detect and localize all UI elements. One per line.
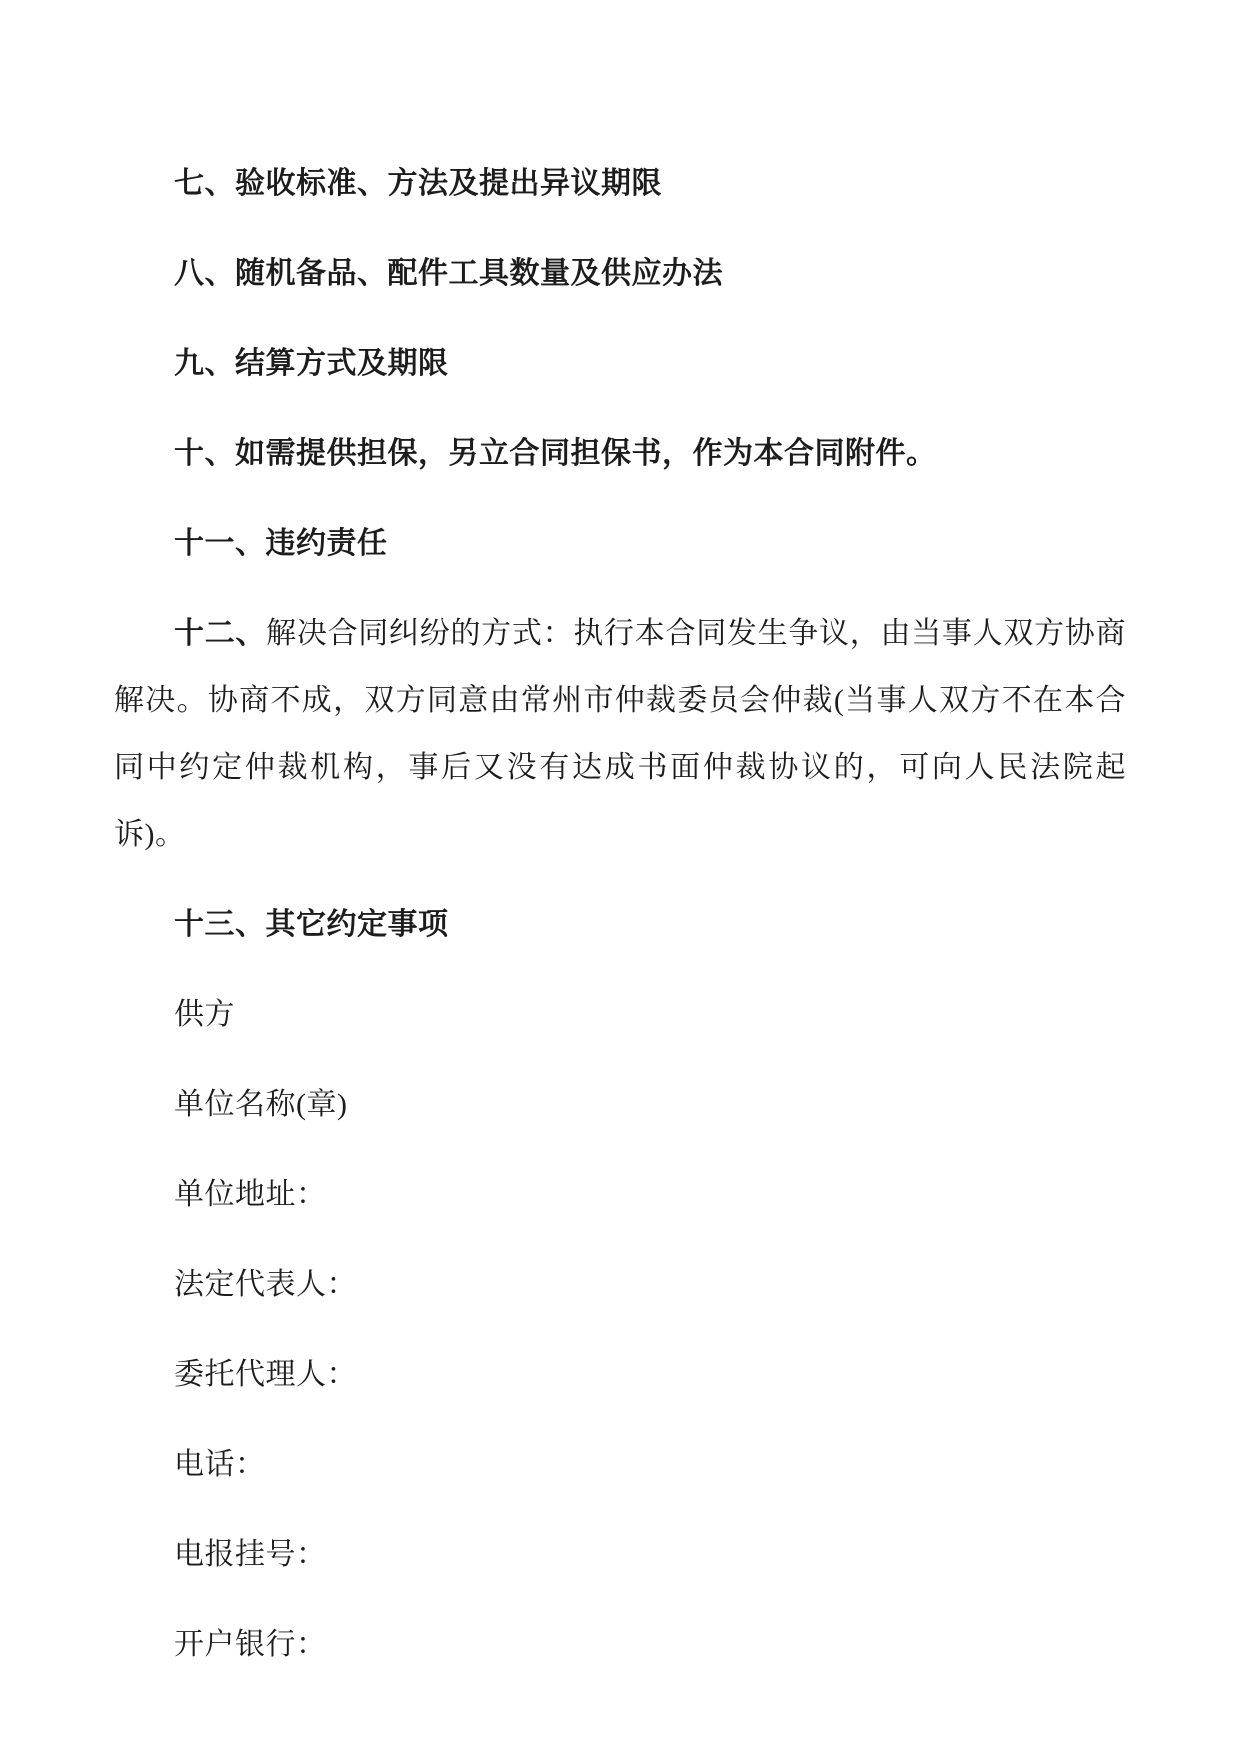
clause-13-heading: 十三、其它约定事项 [174, 908, 449, 941]
supplier-label: 供方 [174, 998, 235, 1031]
clause-12-paragraph-number: 十二、 [174, 617, 267, 650]
unit-name-seal-label: 单位名称(章) [174, 1088, 348, 1121]
clause-8-heading: 八、随机备品、配件工具数量及供应办法 [174, 257, 723, 290]
clause-10-heading: 十、如需提供担保，另立合同担保书，作为本合同附件。 [174, 437, 937, 470]
clause-12-paragraph-text: 解决合同纠纷的方式：执行本合同发生争议，由当事人双方协商解决。协商不成，双方同意由常州市仲裁委员会仲裁(当事人双方不在本合同中约定仲裁机构，事后又没有达成书面仲裁协议的，可向人民法院起诉)。 [114, 617, 1127, 851]
bank-account-label: 开户银行： [174, 1628, 327, 1661]
clause-9-heading: 九、结算方式及期限 [174, 347, 449, 380]
clause-7-heading: 七、验收标准、方法及提出异议期限 [174, 167, 662, 200]
clause-11-heading: 十一、违约责任 [174, 527, 388, 560]
telegraph-number-label: 电报挂号： [174, 1538, 327, 1571]
clause-12-paragraph [114, 600, 1126, 868]
entrusted-agent-label: 委托代理人： [174, 1358, 357, 1391]
unit-address-label: 单位地址： [174, 1178, 327, 1211]
phone-label: 电话： [174, 1448, 266, 1481]
document-body [114, 150, 1126, 1678]
legal-representative-label: 法定代表人： [174, 1268, 357, 1301]
